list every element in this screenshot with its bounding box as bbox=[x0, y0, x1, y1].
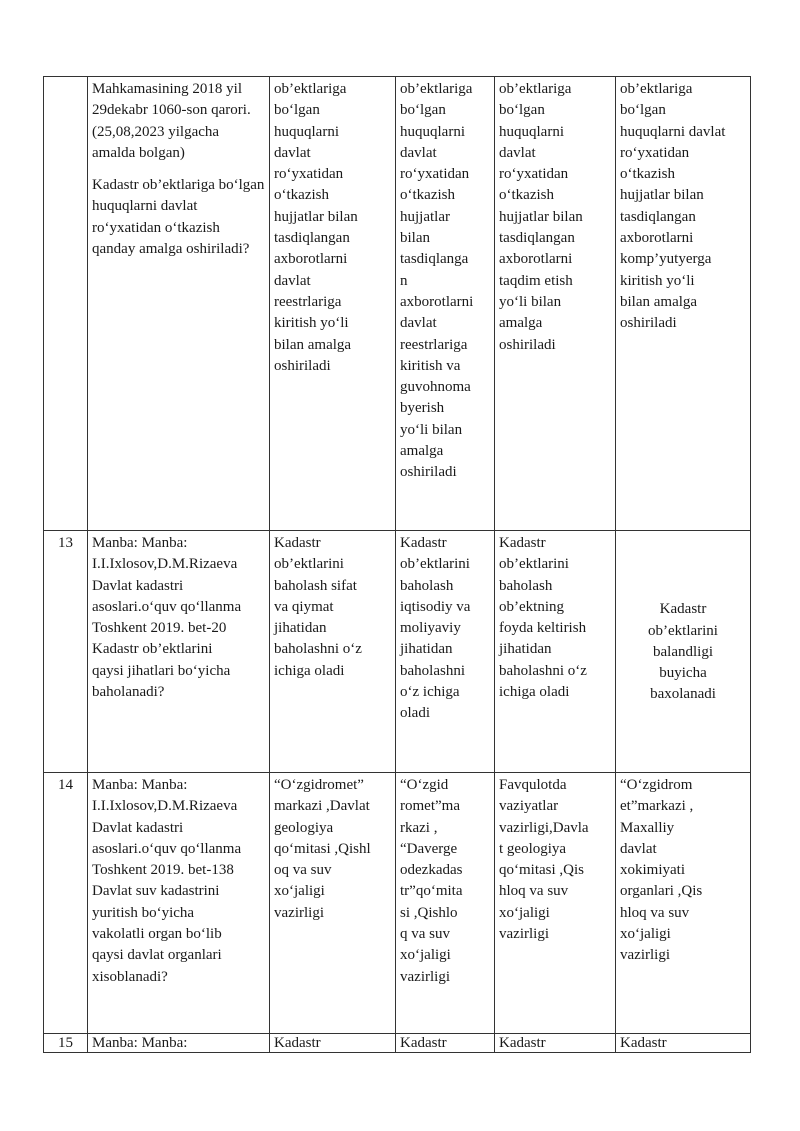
table-row bbox=[44, 531, 751, 773]
option-c: Kadastr ob’ektlarini baholash ob’ektning foyda keltirish jihatidan baholashni o‘z ichiga oladi bbox=[495, 531, 616, 773]
question-text: Manba: Manba: bbox=[88, 1034, 270, 1053]
option-d: “O‘zgidrom et”markazi , Maxalliy davlat xokimiyati organlari ,Qis hloq va suv xo‘jaligi vazirligi bbox=[616, 773, 751, 1034]
option-d: Kadastr ob’ektlarini balandligi buyicha baxolanadi bbox=[616, 531, 751, 773]
question-text: Manba: Manba: I.I.Ixlosov,D.M.Rizaeva Davlat kadastri asoslari.o‘quv qo‘llanma Toshkent 2019. bet-138 Davlat suv kadastrini yuritish bo‘yicha vakolatli organ bo‘lib qaysi davlat organlari xisoblanadi? bbox=[88, 773, 270, 1034]
option-a: Kadastr bbox=[270, 1034, 396, 1053]
option-b: “O‘zgid romet”ma rkazi , “Daverge odezkadas tr”qo‘mita si ,Qishlo q va suv xo‘jaligi vazirligi bbox=[396, 773, 495, 1034]
option-c: Favqulotda vaziyatlar vazirligi,Davla t geologiya qo‘mitasi ,Qis hloq va suv xo‘jaligi vazirligi bbox=[495, 773, 616, 1034]
option-b: ob’ektlariga bo‘lgan huquqlarni davlat ro‘yxatidan o‘tkazish hujjatlar bilan tasdiqlanga n axborotlarni davlat reestrlariga kiritish va guvohnoma byerish yo‘li bilan amalga oshiriladi bbox=[396, 77, 495, 531]
table-row bbox=[44, 1034, 751, 1053]
option-d: Kadastr bbox=[616, 1034, 751, 1053]
table-row bbox=[44, 773, 751, 1034]
questions-table bbox=[43, 76, 751, 1053]
option-a: Kadastr ob’ektlarini baholash sifat va qiymat jihatidan baholashni o‘z ichiga oladi bbox=[270, 531, 396, 773]
option-b: Kadastr bbox=[396, 1034, 495, 1053]
row-number: 13 bbox=[44, 531, 88, 773]
row-number bbox=[44, 77, 88, 531]
question-text: Kadastr ob’ektlariga bo‘lgan huquqlarni davlat ro‘yxatidan o‘tkazish qanday amalga oshiriladi? bbox=[92, 177, 265, 258]
row-number: 14 bbox=[44, 773, 88, 1034]
question-cell bbox=[88, 77, 270, 531]
option-c: ob’ektlariga bo‘lgan huquqlarni davlat ro‘yxatidan o‘tkazish hujjatlar bilan tasdiqlangan axborotlarni taqdim etish yo‘li bilan amalga oshiriladi bbox=[495, 77, 616, 531]
question-text: Manba: Manba: I.I.Ixlosov,D.M.Rizaeva Davlat kadastri asoslari.o‘quv qo‘llanma Toshkent 2019. bet-20 Kadastr ob’ektlarini qaysi jihatlari bo‘yicha baholanadi? bbox=[88, 531, 270, 773]
option-c: Kadastr bbox=[495, 1034, 616, 1053]
option-a: “O‘zgidromet” markazi ,Davlat geologiya qo‘mitasi ,Qishl oq va suv xo‘jaligi vazirligi bbox=[270, 773, 396, 1034]
row-number: 15 bbox=[44, 1034, 88, 1053]
table-row bbox=[44, 77, 751, 531]
option-a: ob’ektlariga bo‘lgan huquqlarni davlat ro‘yxatidan o‘tkazish hujjatlar bilan tasdiqlangan axborotlarni davlat reestrlariga kiritish yo‘li bilan amalga oshiriladi bbox=[270, 77, 396, 531]
question-source-text: Mahkamasining 2018 yil 29dekabr 1060-son qarori.(25,08,2023 yilgacha amalda bolgan) bbox=[92, 81, 251, 161]
option-b: Kadastr ob’ektlarini baholash iqtisodiy va moliyaviy jihatidan baholashni o‘z ichiga oladi bbox=[396, 531, 495, 773]
option-d: ob’ektlariga bo‘lgan huquqlarni davlat ro‘yxatidan o‘tkazish hujjatlar bilan tasdiqlangan axborotlarni komp’yutyerga kiritish yo‘li bilan amalga oshiriladi bbox=[616, 77, 751, 531]
